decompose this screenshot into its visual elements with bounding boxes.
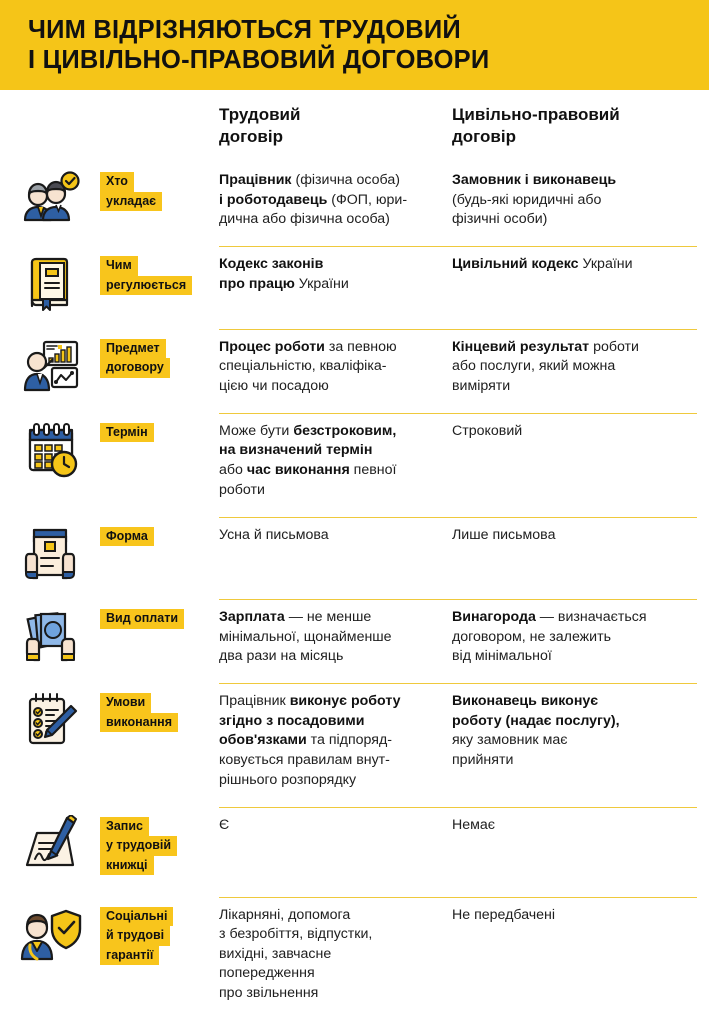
row-label-tag: [100, 172, 162, 211]
row-label-line: Вид оплати: [100, 609, 184, 629]
row-divider: [219, 807, 697, 808]
row-divider: [219, 413, 697, 414]
row-label-line: Запис: [100, 817, 149, 837]
table-row: [0, 246, 709, 328]
row-divider: [219, 683, 697, 684]
cell-civil-contract: [452, 897, 697, 926]
cell-text-line: [219, 628, 438, 648]
cell-text-line: [219, 984, 438, 1004]
cell-text-span: (ФОП, юри-: [327, 191, 408, 208]
row-label-tag: [100, 817, 177, 876]
presentation-chart-icon: [0, 329, 100, 395]
table-row: [0, 413, 709, 517]
cell-civil-contract: [452, 162, 697, 230]
law-book-icon: [0, 246, 100, 312]
cell-text-line: [219, 422, 438, 442]
cell-text-line: [219, 964, 438, 984]
cell-text-span: Працівник: [219, 693, 290, 710]
row-label: [100, 599, 219, 634]
row-label-line: Соціальні: [100, 907, 173, 927]
column-header-civil-contract-line-2: договір: [452, 126, 516, 146]
cell-civil-contract: [452, 807, 697, 836]
row-label-tag: [100, 423, 154, 443]
cell-text-strong: на визначений термін: [219, 442, 373, 459]
row-label-line: Чим: [100, 256, 138, 276]
cell-text-line: [219, 925, 438, 945]
two-people-check-icon: [0, 162, 100, 228]
cell-text-line: [452, 357, 687, 377]
row-label-line: Хто: [100, 172, 134, 192]
cell-text-strong: Працівник: [219, 172, 292, 188]
cell-text-line: [219, 731, 438, 751]
row-label-line: Форма: [100, 527, 154, 547]
cell-text-line: [219, 751, 438, 771]
row-label-tag: [100, 609, 184, 629]
cell-text-span: Може бути: [219, 422, 294, 439]
table-row: [0, 897, 709, 1020]
page-title-line-2: І ЦИВІЛЬНО-ПРАВОВИЙ ДОГОВОРИ: [28, 46, 490, 74]
cell-text-line: [219, 692, 438, 712]
row-label-line: виконання: [100, 713, 178, 733]
cell-civil-contract: [452, 413, 697, 442]
cell-text-line: [452, 751, 687, 771]
row-label-tag: [100, 693, 178, 732]
cell-labor-contract: [219, 599, 452, 667]
cell-text-line: [219, 441, 438, 461]
cell-text-line: [219, 210, 438, 230]
cell-text-strong: Кінцевий результат: [452, 338, 590, 355]
cell-text-span: або послуги, який можна: [452, 358, 616, 375]
cell-labor-contract: [219, 246, 452, 294]
cell-text-line: [452, 255, 687, 275]
row-label-line: Умови: [100, 693, 151, 713]
cell-text-span: від мінімальної: [452, 648, 552, 665]
row-label-line: гарантії: [100, 946, 159, 966]
cell-text-span: ковується правилам внут-: [219, 752, 390, 769]
cell-text-span: певної: [349, 462, 397, 479]
cell-text-line: [219, 255, 438, 275]
cell-text-span: (фізична особа): [291, 172, 400, 188]
row-label-tag: [100, 907, 173, 966]
row-label: [100, 683, 219, 737]
cell-text-span: Лише письмова: [452, 526, 556, 543]
checklist-pen-icon: [0, 683, 100, 749]
row-label: [100, 807, 219, 881]
table-row: [0, 162, 709, 246]
person-shield-icon: [0, 897, 100, 963]
hands-money-icon: [0, 599, 100, 665]
cell-text-line: [452, 171, 687, 191]
cell-labor-contract: [219, 517, 452, 546]
row-label: [100, 897, 219, 971]
row-label: [100, 329, 219, 383]
row-label-line: й трудові: [100, 926, 170, 946]
row-divider: [219, 246, 697, 247]
cell-text-strong: Процес роботи: [219, 338, 325, 355]
cell-text-span: (будь-які юридичні або: [452, 191, 602, 208]
row-label-line: регулюється: [100, 276, 192, 296]
cell-text-span: цією чи посадою: [219, 377, 329, 394]
title-banner: [0, 0, 709, 90]
cell-text-span: України: [294, 275, 349, 292]
cell-text-span: попередження: [219, 965, 315, 982]
cell-text-span: прийняти: [452, 752, 514, 769]
cell-text-span: два рази на місяць: [219, 648, 344, 665]
cell-text-span: України: [578, 256, 633, 273]
cell-labor-contract: [219, 897, 452, 1004]
cell-text-line: [219, 647, 438, 667]
table-row: [0, 807, 709, 897]
row-label-tag: [100, 527, 154, 547]
row-label-tag: [100, 339, 170, 378]
cell-text-line: [219, 945, 438, 965]
row-label: [100, 162, 219, 216]
row-label-line: Предмет: [100, 339, 166, 359]
row-label-line: книжці: [100, 856, 154, 876]
cell-text-span: договором, не залежить: [452, 628, 611, 645]
cell-text-span: — визначається: [535, 609, 647, 626]
cell-text-line: [452, 526, 687, 546]
column-header-civil-contract-line-1: Цивільно-правовий: [452, 105, 620, 124]
cell-text-span: спеціальністю, кваліфіка-: [219, 358, 387, 375]
row-label-line: Термін: [100, 423, 154, 443]
cell-text-span: та підпоряд-: [306, 732, 392, 749]
cell-text-span: — не менше: [284, 609, 372, 626]
cell-text-span: про звільнення: [219, 984, 319, 1001]
cell-text-span: мінімальної, щонайменше: [219, 628, 392, 645]
cell-text-line: [219, 771, 438, 791]
cell-labor-contract: [219, 413, 452, 500]
cell-text-span: роботи: [219, 481, 265, 498]
cell-text-strong: Замовник і виконавець: [452, 172, 617, 188]
cell-text-line: [452, 422, 687, 442]
column-header-labor-contract-line-2: договір: [219, 126, 283, 146]
cell-text-strong: роботу (надає послугу),: [452, 712, 620, 729]
cell-text-span: Усна й письмова: [219, 526, 329, 543]
cell-text-span: вихідні, завчасне: [219, 945, 332, 962]
cell-text-line: [452, 628, 687, 648]
row-label-line: укладає: [100, 192, 162, 212]
cell-text-line: [219, 816, 438, 836]
cell-text-strong: згідно з посадовими: [219, 712, 365, 729]
row-label: [100, 246, 219, 300]
table-row: [0, 599, 709, 683]
cell-text-line: [452, 906, 687, 926]
row-label: [100, 517, 219, 552]
cell-civil-contract: [452, 246, 697, 275]
cell-text-span: з безробіття, відпустки,: [219, 926, 373, 943]
cell-text-line: [452, 731, 687, 751]
cell-text-strong: Виконавець виконує: [452, 693, 599, 710]
cell-labor-contract: [219, 683, 452, 790]
table-row: [0, 517, 709, 599]
cell-labor-contract: [219, 807, 452, 836]
cell-text-line: [452, 191, 687, 211]
cell-text-line: [219, 171, 438, 191]
cell-labor-contract: [219, 329, 452, 397]
cell-text-line: [219, 357, 438, 377]
cell-text-line: [219, 191, 438, 211]
cell-text-span: яку замовник має: [452, 732, 568, 749]
cell-text-strong: виконує роботу: [289, 693, 401, 710]
cell-civil-contract: [452, 599, 697, 667]
row-label-line: у трудовій: [100, 836, 177, 856]
cell-text-line: [219, 906, 438, 926]
cell-text-line: [219, 338, 438, 358]
cell-text-line: [219, 275, 438, 295]
row-divider: [219, 517, 697, 518]
row-label-tag: [100, 256, 192, 295]
cell-text-strong: про працю: [219, 275, 295, 292]
cell-text-line: [219, 712, 438, 732]
cell-civil-contract: [452, 517, 697, 546]
row-label: [100, 413, 219, 448]
cell-text-line: [219, 608, 438, 628]
cell-text-line: [452, 377, 687, 397]
cell-text-span: дична або фізична особа): [219, 211, 390, 228]
cell-text-line: [452, 692, 687, 712]
cell-text-line: [219, 526, 438, 546]
signature-pen-icon: [0, 807, 100, 873]
row-divider: [219, 599, 697, 600]
comparison-table: [0, 162, 709, 1020]
column-header-civil-contract: [452, 104, 697, 148]
cell-text-span: за певною: [324, 338, 397, 355]
cell-text-line: [219, 377, 438, 397]
cell-text-span: Є: [219, 816, 230, 833]
cell-text-span: рішнього розпорядку: [219, 771, 357, 788]
cell-text-span: або: [219, 462, 247, 479]
cell-civil-contract: [452, 683, 697, 770]
cell-text-line: [452, 816, 687, 836]
cell-text-strong: Зарплата: [219, 609, 285, 626]
cell-text-line: [452, 712, 687, 732]
cell-text-span: роботи: [589, 338, 639, 355]
cell-text-span: виміряти: [452, 377, 511, 394]
cell-text-span: Лікарняні, допомога: [219, 906, 351, 923]
cell-text-strong: Винагорода: [452, 609, 536, 626]
cell-text-line: [452, 338, 687, 358]
cell-text-line: [452, 210, 687, 230]
row-divider: [219, 897, 697, 898]
cell-text-span: Строковий: [452, 422, 523, 439]
page-title-line-1: ЧИМ ВІДРІЗНЯЮТЬСЯ ТРУДОВИЙ: [28, 15, 461, 44]
cell-text-line: [452, 647, 687, 667]
cell-text-line: [219, 481, 438, 501]
column-headers: [0, 90, 709, 162]
table-row: [0, 329, 709, 413]
cell-text-strong: Кодекс законів: [219, 256, 324, 273]
cell-text-line: [452, 608, 687, 628]
row-divider: [219, 329, 697, 330]
cell-text-strong: обов'язками: [219, 732, 307, 749]
cell-labor-contract: [219, 162, 452, 230]
cell-civil-contract: [452, 329, 697, 397]
row-label-line: договору: [100, 358, 170, 378]
calendar-clock-icon: [0, 413, 100, 479]
table-row: [0, 683, 709, 806]
column-header-labor-contract-line-1: Трудовий: [219, 105, 301, 124]
column-header-labor-contract: [219, 104, 434, 148]
cell-text-strong: час виконання: [246, 462, 350, 479]
hands-document-icon: [0, 517, 100, 583]
cell-text-strong: безстроковим,: [293, 422, 397, 439]
cell-text-strong: і роботодавець: [219, 191, 328, 208]
cell-text-span: Не передбачені: [452, 906, 556, 923]
cell-text-strong: Цивільний кодекс: [452, 256, 579, 273]
cell-text-span: фізичні особи): [452, 211, 548, 228]
cell-text-span: Немає: [452, 816, 496, 833]
cell-text-line: [219, 461, 438, 481]
